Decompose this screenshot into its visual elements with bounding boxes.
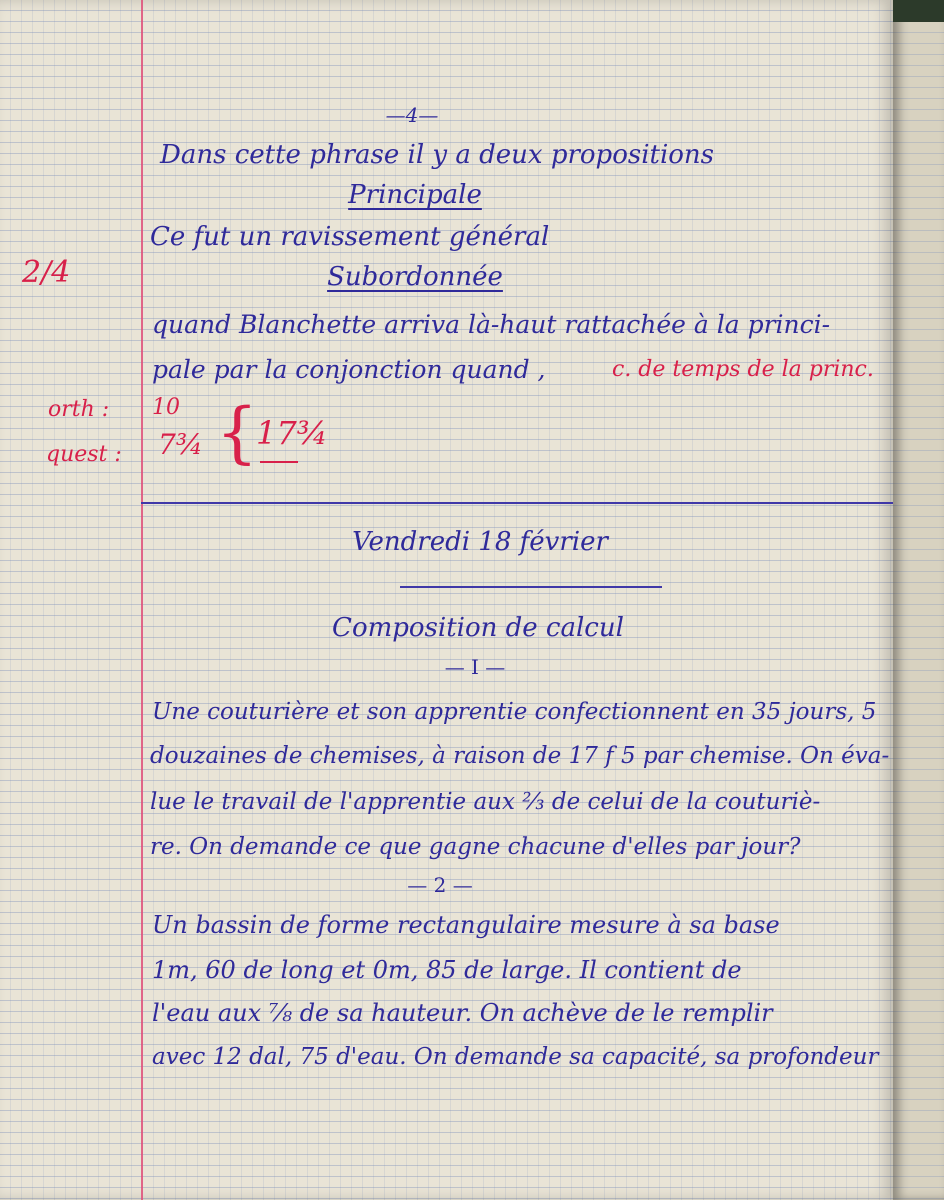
margin-score: 2/4 xyxy=(22,255,71,290)
quest-value: 7¾ xyxy=(158,428,203,461)
principale-label: Principale xyxy=(348,180,482,210)
total-score: 17¾ xyxy=(256,414,328,452)
problem-1-line-2: douzaines de chemises, à raison de 17 f 5 par chemise. On éva- xyxy=(150,743,890,769)
subordonnee-label: Subordonnée xyxy=(327,262,503,292)
problem-2-line-4: avec 12 dal, 75 d'eau. On demande sa capacité, sa profondeur xyxy=(152,1044,879,1070)
teacher-correction: c. de temps de la princ. xyxy=(612,357,874,382)
problem-2-number: — 2 — xyxy=(407,873,473,897)
problem-2-line-2: 1m, 60 de long et 0m, 85 de large. Il contient de xyxy=(152,956,742,984)
problem-1-line-4: re. On demande ce que gagne chacune d'elles par jour? xyxy=(150,834,801,860)
composition-title: Composition de calcul xyxy=(332,613,624,643)
score-brace: { xyxy=(216,394,258,471)
quest-label: quest : xyxy=(46,442,122,467)
analysis-line-4: pale par la conjonction quand , xyxy=(152,355,546,384)
problem-2-line-1: Un bassin de forme rectangulaire mesure à sa base xyxy=(152,911,780,939)
orth-label: orth : xyxy=(48,397,110,422)
orth-value: 10 xyxy=(152,395,180,420)
binding-shadow xyxy=(893,0,944,22)
problem-1-line-1: Une couturière et son apprentie confectionnent en 35 jours, 5 xyxy=(152,699,877,725)
analysis-line-2: Ce fut un ravissement général xyxy=(150,222,550,252)
margin-line xyxy=(141,0,143,1200)
problem-2-line-3: l'eau aux ⅞ de sa hauteur. On achève de le remplir xyxy=(152,999,773,1027)
date-underline xyxy=(400,586,662,588)
total-underline xyxy=(260,461,298,463)
problem-1-number: — I — xyxy=(444,655,506,679)
date-heading: Vendredi 18 février xyxy=(352,527,608,557)
analysis-line-3: quand Blanchette arriva là-haut rattachée à la princi- xyxy=(152,310,831,339)
analysis-line-1: Dans cette phrase il y a deux propositions xyxy=(160,140,715,170)
problem-1-line-3: lue le travail de l'apprentie aux ⅔ de celui de la couturiè- xyxy=(150,789,821,815)
next-page-edge xyxy=(893,0,944,1200)
section-separator xyxy=(141,502,893,504)
page-number-heading: —4— xyxy=(385,103,439,127)
